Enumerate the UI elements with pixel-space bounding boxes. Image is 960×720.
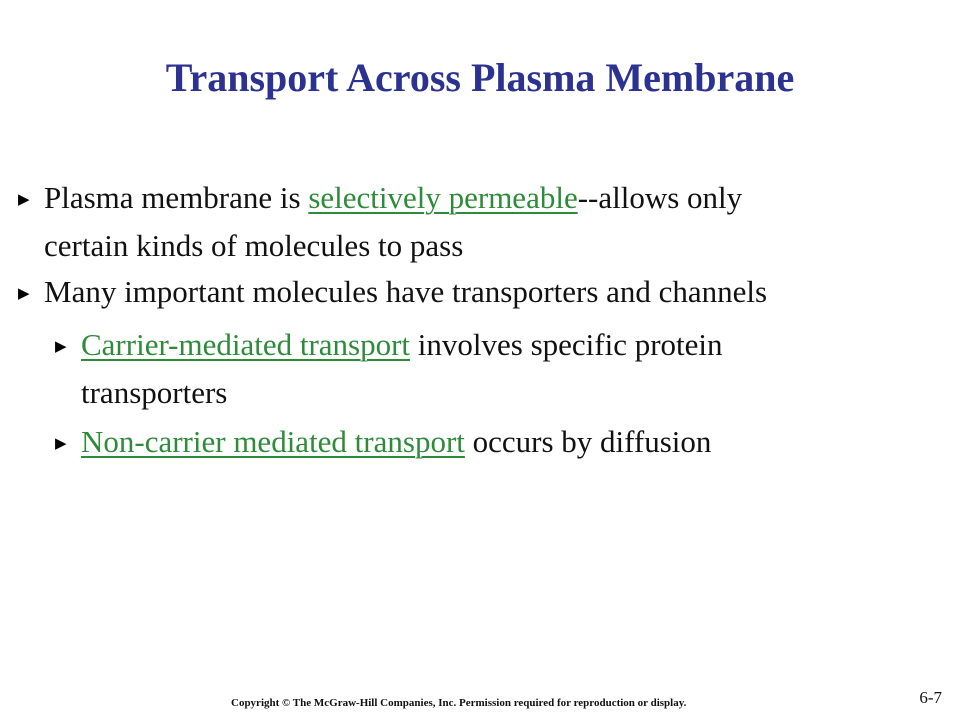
non-carrier-mediated-transport-link[interactable]: Non-carrier mediated transport (81, 424, 465, 459)
triangle-right-icon: ▶ (55, 339, 67, 355)
subbullet-1-continuation: transporters (81, 375, 228, 410)
subbullet-item-1 (55, 322, 915, 415)
slide-title: Transport Across Plasma Membrane (165, 55, 795, 100)
bullet-2-text: Many important molecules have transporters and channels (44, 274, 768, 309)
subbullet-2-post: occurs by diffusion (464, 424, 712, 459)
copyright-footer: Copyright © The McGraw-Hill Companies, Inc. Permission required for reproduction or display. (231, 697, 687, 709)
bullet-item-2 (18, 269, 908, 317)
bullet-1-continuation: certain kinds of molecules to pass (44, 228, 464, 263)
triangle-right-icon: ▶ (18, 286, 30, 302)
selectively-permeable-link[interactable]: selectively permeable (308, 180, 578, 215)
triangle-right-icon: ▶ (18, 192, 30, 208)
carrier-mediated-transport-link[interactable]: Carrier-mediated transport (81, 327, 411, 362)
bullet-1-pre: Plasma membrane is (44, 180, 309, 215)
triangle-right-icon: ▶ (55, 436, 67, 452)
subbullet-1-post: involves specific protein (410, 327, 723, 362)
bullet-1-post: --allows only (577, 180, 743, 215)
bullet-item-1 (18, 175, 908, 268)
page-number: 6-7 (919, 688, 942, 707)
subbullet-item-2 (55, 419, 915, 467)
